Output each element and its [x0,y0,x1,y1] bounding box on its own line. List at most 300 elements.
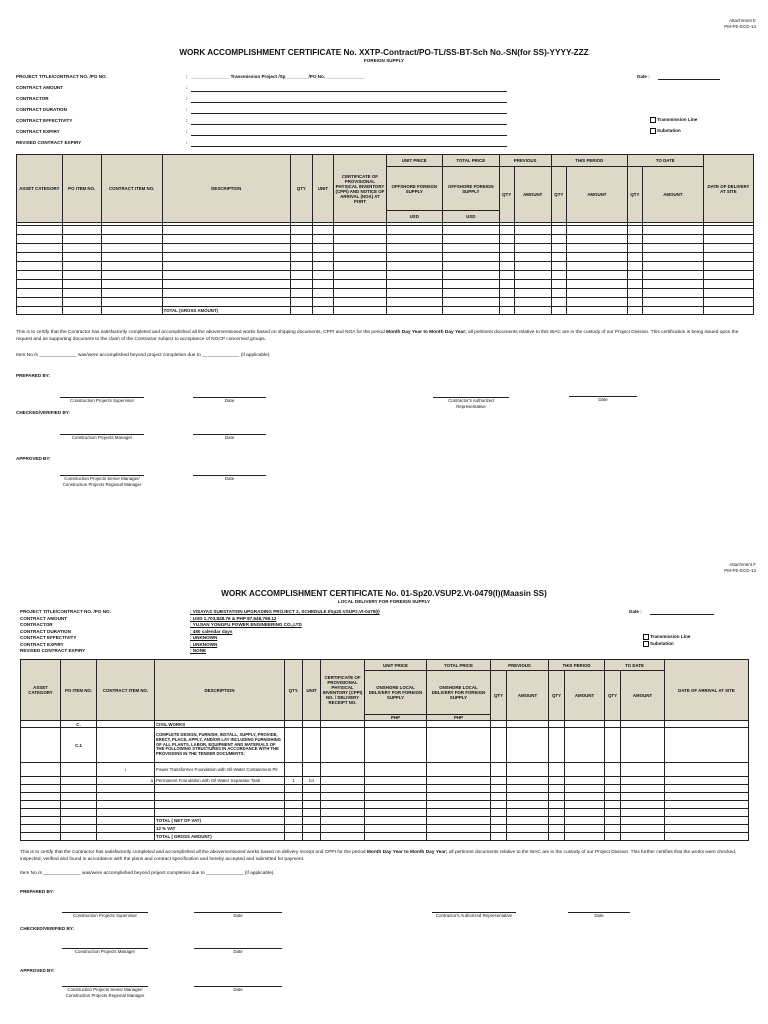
table-cell[interactable] [321,721,365,728]
table-cell[interactable] [499,280,514,289]
table-cell[interactable] [61,785,97,793]
table-cell[interactable] [491,721,507,728]
table-cell[interactable] [514,271,551,280]
table-cell[interactable] [162,262,290,271]
table-row[interactable] [21,763,749,777]
table-cell[interactable] [642,235,703,244]
table-cell[interactable] [549,809,565,817]
table-cell[interactable] [312,271,334,280]
table-cell[interactable] [549,777,565,785]
table-cell[interactable] [642,244,703,253]
table-cell[interactable] [334,298,386,307]
table-cell[interactable] [285,801,303,809]
checkbox-box[interactable] [650,117,656,123]
table-cell[interactable] [566,280,627,289]
table-cell[interactable] [162,235,290,244]
table-cell[interactable] [162,244,290,253]
table-cell[interactable] [565,785,605,793]
table-cell[interactable] [642,271,703,280]
table-cell[interactable] [386,280,443,289]
table-cell[interactable] [290,280,312,289]
table-cell[interactable] [61,793,97,801]
table-row[interactable] [21,793,749,801]
table-cell[interactable] [162,253,290,262]
table-cell[interactable] [386,271,443,280]
table-row[interactable] [21,785,749,793]
table-cell[interactable] [621,763,665,777]
table-cell[interactable] [621,728,665,763]
table-cell[interactable] [514,298,551,307]
table-cell[interactable] [507,777,549,785]
table-cell[interactable] [365,785,427,793]
checkbox-substation[interactable] [650,128,681,134]
table-cell[interactable] [491,763,507,777]
table-cell[interactable] [551,289,566,298]
table-cell[interactable] [605,801,621,809]
table-cell[interactable] [427,763,491,777]
table-row[interactable] [21,777,749,785]
table-cell[interactable] [321,785,365,793]
table-cell[interactable] [514,226,551,235]
table-row[interactable] [21,801,749,809]
table-cell[interactable] [97,793,155,801]
table-cell[interactable] [627,298,642,307]
table-cell[interactable] [621,785,665,793]
table-cell[interactable] [703,253,753,262]
table-cell[interactable] [285,763,303,777]
table-cell[interactable] [703,244,753,253]
table-cell[interactable] [605,793,621,801]
checkbox-transmission-line[interactable] [643,634,690,640]
table-cell[interactable] [17,271,63,280]
table-cell[interactable] [551,262,566,271]
table-cell[interactable] [61,801,97,809]
table-cell[interactable] [665,777,749,785]
table-row[interactable] [17,244,754,253]
table-cell[interactable] [17,253,63,262]
table-cell[interactable] [365,763,427,777]
table-cell[interactable] [627,289,642,298]
table-cell[interactable] [17,235,63,244]
table-cell[interactable] [665,721,749,728]
table-cell[interactable] [17,298,63,307]
table-cell[interactable] [551,226,566,235]
table-cell[interactable] [627,280,642,289]
table-cell[interactable] [627,262,642,271]
table-row[interactable] [17,262,754,271]
table-cell[interactable] [162,289,290,298]
table-cell[interactable] [642,289,703,298]
table-cell[interactable] [565,763,605,777]
table-cell[interactable] [605,763,621,777]
table-cell[interactable] [514,280,551,289]
table-cell[interactable] [507,809,549,817]
table-cell[interactable] [491,793,507,801]
table-cell[interactable] [549,728,565,763]
table-cell[interactable] [312,298,334,307]
table-cell[interactable] [566,271,627,280]
table-cell[interactable] [365,728,427,763]
checkbox-box[interactable] [650,128,656,134]
table-cell[interactable] [290,262,312,271]
table-cell[interactable] [386,235,443,244]
table-cell[interactable] [21,809,61,817]
table-cell[interactable] [703,226,753,235]
table-cell[interactable] [703,235,753,244]
table-cell[interactable] [499,226,514,235]
table-cell[interactable] [443,244,500,253]
table-cell[interactable] [551,253,566,262]
table-cell[interactable] [285,785,303,793]
table-cell[interactable] [62,226,101,235]
table-cell[interactable] [565,801,605,809]
table-cell[interactable] [491,809,507,817]
table-cell[interactable] [621,777,665,785]
table-cell[interactable] [507,763,549,777]
table-cell[interactable] [285,721,303,728]
table-cell[interactable] [507,801,549,809]
table-cell[interactable] [499,271,514,280]
table-cell[interactable] [443,280,500,289]
table-cell[interactable] [665,728,749,763]
table-row[interactable] [21,809,749,817]
table-cell[interactable] [312,244,334,253]
table-cell[interactable] [443,298,500,307]
table-cell[interactable] [703,289,753,298]
table-cell[interactable] [365,721,427,728]
table-row[interactable] [21,728,749,763]
table-cell[interactable] [101,262,162,271]
table-cell[interactable] [565,777,605,785]
table-cell[interactable] [507,721,549,728]
table-row[interactable] [17,298,754,307]
table-cell[interactable] [549,721,565,728]
table-cell[interactable] [507,793,549,801]
table-cell[interactable] [17,244,63,253]
table-cell[interactable] [62,244,101,253]
table-row[interactable] [17,289,754,298]
table-cell[interactable] [443,253,500,262]
item-beyond-completion[interactable]: Item No./s ______________ was/were accomplished beyond project completion due to ______________ (if applicable). [16,353,271,358]
table-cell[interactable] [61,809,97,817]
table-cell[interactable] [443,271,500,280]
table-row[interactable] [17,280,754,289]
table-cell[interactable] [703,298,753,307]
table-cell[interactable] [303,785,321,793]
table-cell[interactable] [21,728,61,763]
table-cell[interactable] [62,289,101,298]
checkbox-box[interactable] [643,634,649,640]
table-cell[interactable] [61,763,97,777]
checkbox-box[interactable] [643,641,649,647]
table-cell[interactable] [321,763,365,777]
table-cell[interactable] [334,271,386,280]
table-cell[interactable] [334,244,386,253]
table-cell[interactable] [549,785,565,793]
table-cell[interactable] [443,289,500,298]
table-cell[interactable] [303,728,321,763]
table-cell[interactable] [312,226,334,235]
table-cell[interactable] [551,244,566,253]
table-cell[interactable] [62,280,101,289]
table-cell[interactable] [491,777,507,785]
table-cell[interactable] [334,262,386,271]
table-cell[interactable] [642,298,703,307]
table-cell[interactable] [665,801,749,809]
table-cell[interactable] [443,235,500,244]
table-cell[interactable] [101,298,162,307]
table-cell[interactable] [21,763,61,777]
table-cell[interactable] [507,785,549,793]
table-cell[interactable] [290,271,312,280]
table-cell[interactable] [627,235,642,244]
table-cell[interactable] [605,785,621,793]
table-cell[interactable] [101,253,162,262]
field-contractor[interactable] [16,96,536,105]
table-cell[interactable] [321,793,365,801]
table-cell[interactable] [549,763,565,777]
table-cell[interactable] [162,280,290,289]
field-contract-expiry[interactable] [16,129,536,138]
table-cell[interactable] [491,728,507,763]
table-cell[interactable] [386,262,443,271]
table-cell[interactable] [312,289,334,298]
table-cell[interactable] [551,271,566,280]
table-cell[interactable] [565,793,605,801]
table-cell[interactable] [155,785,285,793]
table-cell[interactable] [665,809,749,817]
table-cell[interactable] [549,793,565,801]
table-cell[interactable] [155,793,285,801]
table-cell[interactable] [642,253,703,262]
table-cell[interactable] [627,271,642,280]
table-cell[interactable] [665,785,749,793]
field-project-title[interactable] [16,74,536,83]
table-cell[interactable] [97,809,155,817]
table-cell[interactable] [566,244,627,253]
table-cell[interactable] [551,280,566,289]
table-cell[interactable] [566,298,627,307]
table-cell[interactable] [605,721,621,728]
table-cell[interactable] [427,728,491,763]
table-cell[interactable] [321,801,365,809]
table-cell[interactable] [162,271,290,280]
table-cell[interactable] [565,721,605,728]
table-cell[interactable] [290,253,312,262]
checkbox-substation[interactable] [643,641,674,647]
table-cell[interactable] [17,280,63,289]
date-line[interactable] [658,79,720,80]
table-cell[interactable] [162,298,290,307]
item-beyond-completion[interactable]: Item No./s ______________ was/were accomplished beyond project completion due to ______________ (if applicable). [20,871,275,876]
table-cell[interactable] [499,253,514,262]
table-cell[interactable] [621,793,665,801]
table-cell[interactable] [499,289,514,298]
table-cell[interactable] [627,244,642,253]
table-cell[interactable] [642,280,703,289]
table-cell[interactable] [290,244,312,253]
table-cell[interactable] [290,226,312,235]
table-cell[interactable] [21,793,61,801]
table-cell[interactable] [621,809,665,817]
table-cell[interactable] [61,777,97,785]
table-cell[interactable] [101,244,162,253]
table-cell[interactable] [97,801,155,809]
table-cell[interactable] [62,271,101,280]
table-cell[interactable] [334,235,386,244]
table-cell[interactable] [21,785,61,793]
table-cell[interactable] [321,809,365,817]
table-row[interactable] [21,721,749,728]
table-cell[interactable] [427,809,491,817]
table-row[interactable] [17,235,754,244]
table-cell[interactable] [605,777,621,785]
table-cell[interactable] [665,793,749,801]
table-cell[interactable] [514,262,551,271]
table-cell[interactable] [549,801,565,809]
table-cell[interactable] [507,728,549,763]
table-cell[interactable] [427,721,491,728]
field-contract-amount[interactable] [16,85,536,94]
table-cell[interactable] [499,244,514,253]
field-contract-effectivity[interactable] [16,118,536,127]
table-cell[interactable] [703,262,753,271]
table-cell[interactable] [365,801,427,809]
table-cell[interactable] [62,253,101,262]
table-cell[interactable] [565,728,605,763]
table-cell[interactable] [514,253,551,262]
table-cell[interactable] [703,280,753,289]
table-cell[interactable] [499,262,514,271]
table-cell[interactable] [303,721,321,728]
table-cell[interactable] [101,226,162,235]
table-cell[interactable] [566,253,627,262]
table-cell[interactable] [642,262,703,271]
table-cell[interactable] [605,728,621,763]
table-cell[interactable] [285,809,303,817]
table-cell[interactable] [62,235,101,244]
table-cell[interactable] [386,253,443,262]
table-cell[interactable] [303,809,321,817]
table-cell[interactable] [21,777,61,785]
table-cell[interactable] [627,253,642,262]
table-cell[interactable] [427,777,491,785]
table-cell[interactable] [514,235,551,244]
table-cell[interactable] [703,271,753,280]
table-cell[interactable] [101,289,162,298]
table-cell[interactable] [303,763,321,777]
table-cell[interactable] [303,801,321,809]
table-cell[interactable] [427,801,491,809]
table-cell[interactable] [303,793,321,801]
checkbox-transmission-line[interactable] [650,117,697,123]
table-cell[interactable] [514,289,551,298]
table-cell[interactable] [290,289,312,298]
table-cell[interactable] [365,793,427,801]
table-cell[interactable] [427,785,491,793]
table-cell[interactable] [17,289,63,298]
table-cell[interactable] [334,289,386,298]
table-cell[interactable] [334,253,386,262]
table-cell[interactable] [334,226,386,235]
table-cell[interactable] [365,777,427,785]
table-cell[interactable] [97,721,155,728]
table-cell[interactable] [386,244,443,253]
table-row[interactable] [17,226,754,235]
table-cell[interactable] [443,262,500,271]
table-cell[interactable] [312,235,334,244]
table-cell[interactable] [334,280,386,289]
table-cell[interactable] [17,226,63,235]
table-cell[interactable] [365,809,427,817]
table-cell[interactable] [443,226,500,235]
table-cell[interactable] [566,226,627,235]
table-cell[interactable] [290,235,312,244]
table-cell[interactable] [386,226,443,235]
table-cell[interactable] [551,298,566,307]
date-line[interactable] [650,614,714,615]
table-cell[interactable] [427,793,491,801]
table-cell[interactable] [155,801,285,809]
field-colon: : [186,107,188,112]
table-cell[interactable] [321,728,365,763]
table-cell[interactable] [62,262,101,271]
table-cell[interactable] [97,728,155,763]
table-cell[interactable] [566,289,627,298]
table-cell[interactable] [62,298,101,307]
table-row[interactable] [17,253,754,262]
table-cell[interactable] [499,235,514,244]
table-cell[interactable] [491,801,507,809]
table-cell[interactable] [285,793,303,801]
table-cell[interactable] [566,235,627,244]
table-cell[interactable] [101,280,162,289]
table-cell[interactable] [17,262,63,271]
table-cell[interactable] [312,262,334,271]
table-cell[interactable] [605,809,621,817]
table-cell[interactable] [386,289,443,298]
table-cell[interactable] [312,253,334,262]
table-cell[interactable] [665,763,749,777]
table-cell[interactable] [386,298,443,307]
table-cell[interactable] [499,298,514,307]
table-cell[interactable] [642,226,703,235]
table-cell[interactable] [551,235,566,244]
table-row[interactable] [17,271,754,280]
table-cell[interactable] [566,262,627,271]
table-cell[interactable] [312,280,334,289]
table-cell[interactable] [627,226,642,235]
table-cell[interactable] [21,721,61,728]
table-cell[interactable] [491,785,507,793]
field-contract-duration[interactable] [16,107,536,116]
table-cell[interactable] [621,801,665,809]
table-cell[interactable] [321,777,365,785]
table-cell[interactable] [514,244,551,253]
table-cell[interactable] [290,298,312,307]
table-cell[interactable] [162,226,290,235]
table-cell[interactable] [101,271,162,280]
table-cell[interactable] [565,809,605,817]
table-cell[interactable] [101,235,162,244]
table-cell[interactable] [97,785,155,793]
table-cell[interactable] [285,728,303,763]
table-cell[interactable] [21,801,61,809]
table-cell[interactable] [621,721,665,728]
field-revised-expiry[interactable] [16,648,536,657]
table-cell[interactable] [155,809,285,817]
field-revised-expiry[interactable] [16,140,536,149]
